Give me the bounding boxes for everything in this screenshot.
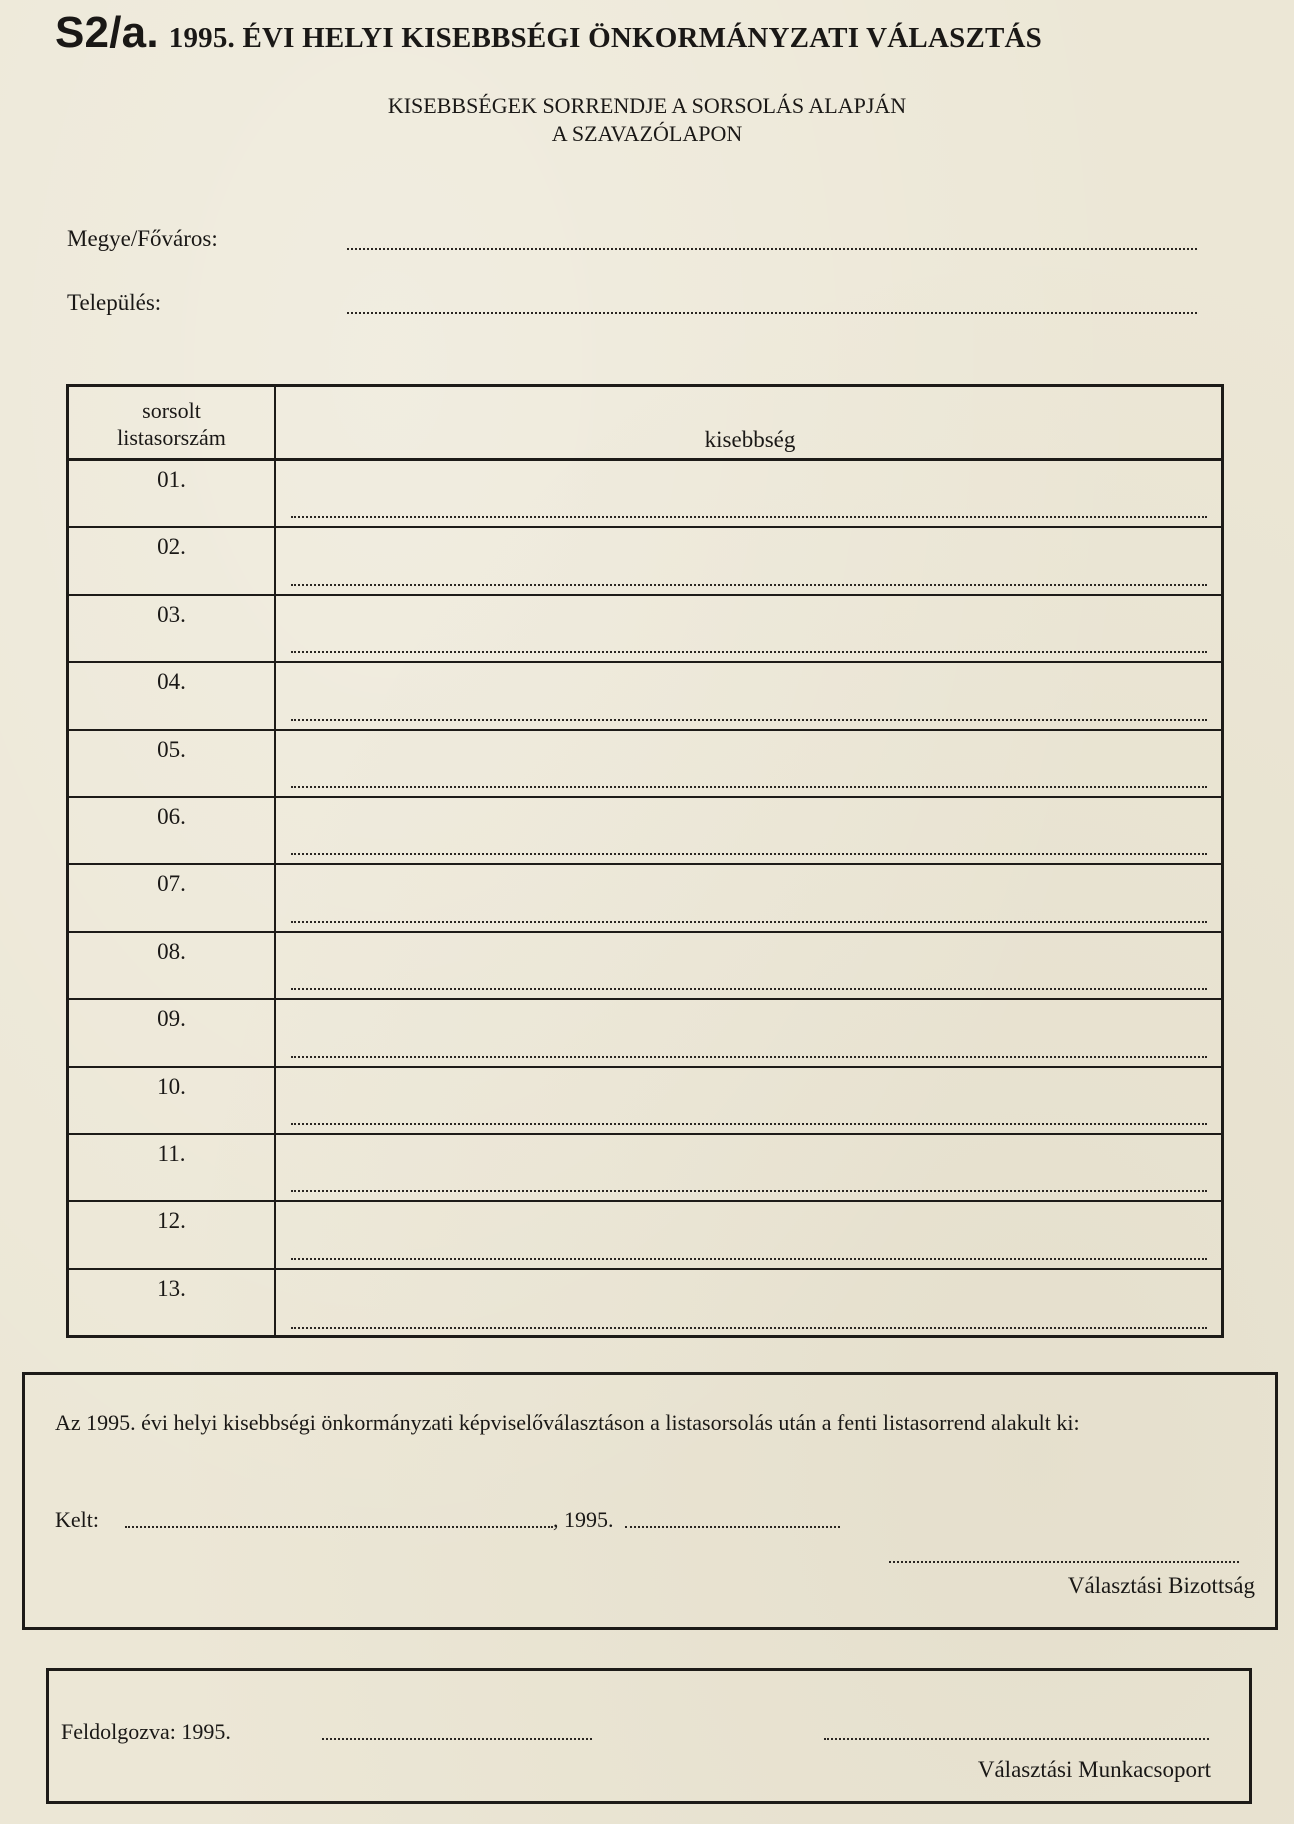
megye-label: Megye/Főváros: (67, 226, 218, 251)
row-list-number: 13. (69, 1270, 276, 1337)
statement-text: Az 1995. évi helyi kisebbségi önkormányzati képviselőválasztáson a listasorsolás után a fenti listasorrend alakult ki: (55, 1410, 1080, 1435)
kelt-label: Kelt: (55, 1507, 99, 1532)
minority-name-dotted-line[interactable] (291, 1258, 1207, 1260)
minority-name-dotted-line[interactable] (291, 584, 1207, 586)
column-header-list-number-line1: sorsolt (142, 398, 201, 423)
table-row (69, 1068, 1221, 1135)
minority-name-dotted-line[interactable] (291, 719, 1207, 721)
row-list-number: 05. (69, 731, 276, 796)
kelt-date-dotted-line[interactable] (625, 1526, 840, 1528)
column-header-list-number-line2: listasorszám (117, 425, 226, 450)
megye-field[interactable] (67, 226, 1197, 258)
minority-name-dotted-line[interactable] (291, 786, 1207, 788)
column-header-list-number (69, 387, 276, 458)
table-row (69, 1270, 1221, 1337)
row-list-number: 06. (69, 798, 276, 863)
row-list-number: 07. (69, 865, 276, 930)
committee-signature-dotted-line[interactable] (889, 1561, 1239, 1563)
minority-name-dotted-line[interactable] (291, 988, 1207, 990)
table-row (69, 1000, 1221, 1067)
processed-label: Feldolgozva: 1995. (61, 1719, 231, 1744)
statement-box (22, 1372, 1278, 1630)
minority-order-table (66, 384, 1224, 1338)
table-header (69, 387, 1221, 461)
form-subtitle-line1: KISEBBSÉGEK SORRENDJE A SORSOLÁS ALAPJÁN (387, 93, 907, 118)
row-list-number: 01. (69, 461, 276, 526)
megye-dotted-line[interactable] (347, 248, 1197, 250)
table-row (69, 865, 1221, 932)
telepules-dotted-line[interactable] (347, 312, 1197, 314)
row-list-number: 03. (69, 596, 276, 661)
row-list-number: 12. (69, 1202, 276, 1267)
table-row (69, 663, 1221, 730)
minority-name-dotted-line[interactable] (291, 651, 1207, 653)
row-list-number: 11. (69, 1135, 276, 1200)
column-header-minority: kisebbség (704, 427, 796, 452)
workgroup-signature-dotted-line[interactable] (824, 1738, 1209, 1740)
minority-name-dotted-line[interactable] (291, 1327, 1207, 1329)
processed-date-dotted-line[interactable] (322, 1738, 592, 1740)
table-row (69, 798, 1221, 865)
telepules-label: Település: (67, 290, 162, 315)
row-list-number: 02. (69, 528, 276, 593)
table-row (69, 528, 1221, 595)
row-list-number: 09. (69, 1000, 276, 1065)
form-subtitle-line2: A SZAVAZÓLAPON (551, 121, 743, 146)
table-row (69, 1135, 1221, 1202)
minority-name-dotted-line[interactable] (291, 1190, 1207, 1192)
committee-signature-label: Választási Bizottság (1067, 1573, 1255, 1598)
form-code: S2/a. (55, 8, 159, 57)
form-main-title: 1995. ÉVI HELYI KISEBBSÉGI ÖNKORMÁNYZATI VÁLASZTÁS (168, 22, 1042, 54)
table-row (69, 933, 1221, 1000)
minority-name-dotted-line[interactable] (291, 516, 1207, 518)
minority-name-dotted-line[interactable] (291, 1056, 1207, 1058)
form-title (55, 8, 1285, 58)
processed-box (46, 1668, 1252, 1804)
row-list-number: 10. (69, 1068, 276, 1133)
minority-name-dotted-line[interactable] (291, 1123, 1207, 1125)
workgroup-signature-label: Választási Munkacsoport (977, 1757, 1211, 1782)
table-row (69, 731, 1221, 798)
table-body (69, 461, 1221, 1335)
minority-name-dotted-line[interactable] (291, 853, 1207, 855)
row-list-number: 08. (69, 933, 276, 998)
kelt-place-dotted-line[interactable] (125, 1526, 553, 1528)
kelt-year: , 1995. (553, 1507, 614, 1532)
table-row (69, 1202, 1221, 1269)
row-list-number: 04. (69, 663, 276, 728)
table-row (69, 461, 1221, 528)
telepules-field[interactable] (67, 290, 1197, 322)
table-row (69, 596, 1221, 663)
minority-name-dotted-line[interactable] (291, 921, 1207, 923)
kelt-line (55, 1507, 855, 1537)
